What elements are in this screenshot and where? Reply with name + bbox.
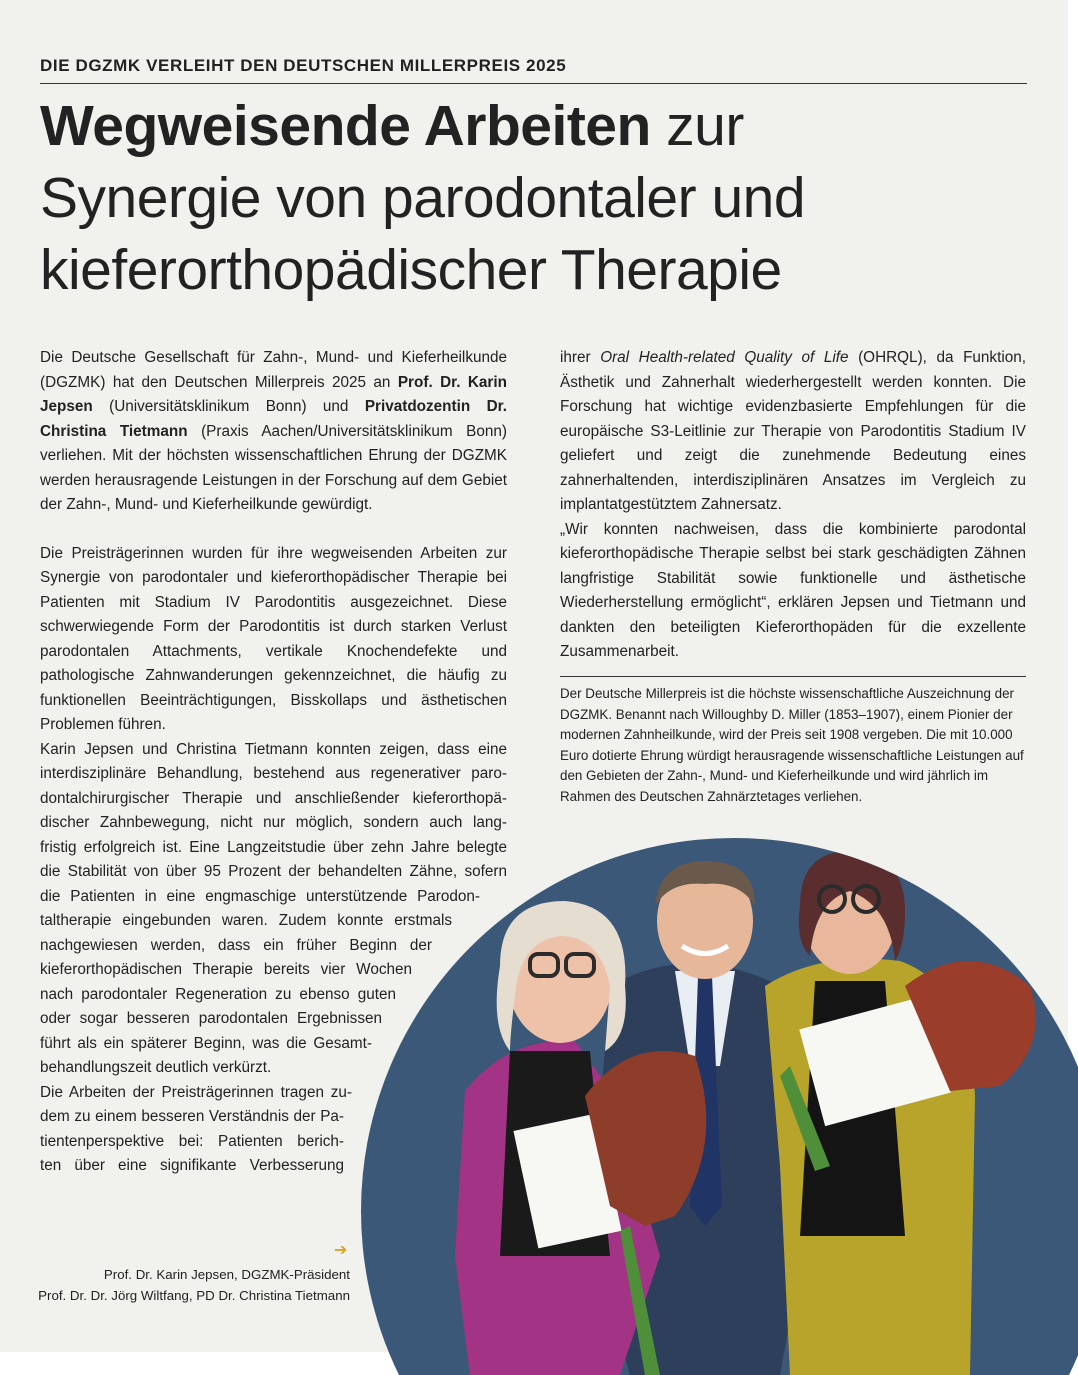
paragraph-3-line: führt als ein späterer Beginn, was die Gesamt- [40,1034,372,1052]
paragraph-4-line: Die Arbeiten der Preisträgerinnen tragen zu- [40,1083,352,1101]
paragraph-3-line: behandlungszeit deutlich verkürzt. [40,1059,272,1076]
paragraph-4-line: dem zu einem besseren Verständnis der Pa- [40,1108,344,1125]
info-box: Der Deutsche Millerpreis ist die höchste wissenschaftliche Auszeichnung der DGZMK. Benannt nach Willoughby D. Miller (1853–1907), einem Pionier der modernen Zahnheilkunde, wird der Preis seit 1908 vergeben. Die mit 10.000 Euro dotierte Ehrung würdigt herausragende wissenschaftliche Leistungen auf den Gebieten der Zahn-, Mund- und Kieferheilkunde und wird jährlich im Rahmen des Deutschen Zahnärztetages verliehen. [560,686,1024,804]
caption-line-1: Prof. Dr. Karin Jepsen, DGZMK-Präsident [103,1267,350,1282]
arrow-right-icon: ➔ [334,1242,348,1259]
p1-name-tietmann: Privatdozentin Dr. Christina Tietmann [40,398,508,440]
paragraph-5 [560,346,1026,518]
paragraph-4-line: ten über eine signifikante Verbesserung [40,1157,344,1174]
p1-text-c: (Praxis Aachen/Universitätsklinikum Bonn) verliehen. Mit der höchsten wissenschaftlichen Ehrung der DGZMK werden herausragende Leistungen in der Forschung auf dem Gebiet der Zahn-, Mund- und Kieferheilkunde gewürdigt. [40,422,507,513]
paragraph-4-line: tientenperspektive bei: Patienten berich- [40,1132,344,1150]
paragraph-3-line: discher Zahnbewegung, nicht nur möglich, sondern auch lang- [40,814,507,831]
paragraph-3-line: die Patienten in eine engmaschige unterstützende Parodon- [40,887,480,905]
headline-line-1-rest: zur [650,94,744,158]
right-column [560,346,1026,665]
p1-name-jepsen: Prof. Dr. Karin Jepsen [40,373,507,415]
paragraph-3-line: kieferorthopädischen Therapie bereits vier Wochen [40,961,412,978]
headline-line-1 [40,90,1030,162]
paragraph-6-quote: „Wir konnten nachweisen, dass die kombinierte parodontal kieferorthopädische Therapie selbst bei stark geschädigten Zähnen langfristige Stabilität sowie funktionelle und ästhetische Wiederherstellung ermöglicht“, erklären Jepsen und Tietmann und dankten den beteiligten Kieferorthopäden für die exzellente Zusammenarbeit. [560,520,1026,660]
paragraph-3-line: dontalchirurgischer Therapie und anschließender kieferorthopä- [40,789,507,807]
p5-text-a: ihrer [560,349,601,366]
caption-line-2: Prof. Dr. Dr. Jörg Wiltfang, PD Dr. Christina Tietmann [38,1288,350,1303]
headline-line-3: kieferorthopädischer Therapie [40,238,782,302]
headline-line-2: Synergie von parodontaler und [40,166,806,230]
paragraph-3-line: Karin Jepsen und Christina Tietmann konnten zeigen, dass eine [40,740,507,758]
p5-text-b: (OHRQL), da Funktion, Ästhetik und Zahnerhalt wiederhergestellt werden konnten. Die Forschung hat wichtige evidenzbasierte Empfehlungen für die europäische S3-Leitlinie zur Therapie von Parodontitis Stadium IV geliefert und zeigt die zunehmende Bedeutung eines zahnerhaltenden, interdisziplinären Ansatzes im Vergleich zu implantatgestütztem Zahnersatz. [560,349,1026,513]
infobox-rule [560,676,1026,677]
paragraph-1 [40,346,507,518]
paragraph-3-line: nachgewiesen werden, dass ein früher Beginn der [40,936,432,954]
paragraph-3-line: taltherapie eingebunden waren. Zudem konnte erstmals [40,912,452,929]
paragraph-3-line: interdisziplinäre Behandlung, bestehend aus regenerativer paro- [40,765,507,782]
paragraph-2: Die Preisträgerinnen wurden für ihre wegweisenden Arbeiten zur Synergie von parodontaler und kieferorthopädischer Therapie bei Patienten mit Stadium IV Parodontitis ausgezeichnet. Diese schwerwiegende Form der Parodontitis ist durch starken Verlust parodontalen Attachments, vertikale Knochendefekte und pathologische Zahnwanderungen gekennzeichnet, die häufig zu funktionellen Beeinträchtigungen, Bisskollaps und ästhetischen Problemen führen. [40,544,507,733]
paragraph-3-line: oder sogar besseren parodontalen Ergebnissen [40,1010,382,1027]
p1-text-a: Die Deutsche Gesellschaft für Zahn-, Mund- und Kieferheilkunde (DGZMK) hat den Deutschen Millerpreis 2025 an [40,349,507,391]
top-rule [40,83,1027,84]
paragraph-3-line: die Stabilität von über 95 Prozent der behandelten Zähne, sofern [40,863,507,880]
paragraph-3-line: fristig erfolgreich ist. Eine Langzeitstudie über zehn Jahre belegte [40,838,507,856]
photo-caption [30,1264,350,1306]
kicker-heading: DIE DGZMK VERLEIHT DEN DEUTSCHEN MILLERPREIS 2025 [40,56,567,75]
headline [40,90,1030,306]
p5-italic-term: Oral Health-related Quality of Life [600,349,849,366]
paragraph-3-line: nach parodontaler Regeneration zu ebenso guten [40,985,396,1003]
award-photo [360,836,1078,1375]
headline-bold: Wegweisende Arbeiten [40,94,651,158]
p1-text-b: (Universitätsklinikum Bonn) und [92,398,365,415]
